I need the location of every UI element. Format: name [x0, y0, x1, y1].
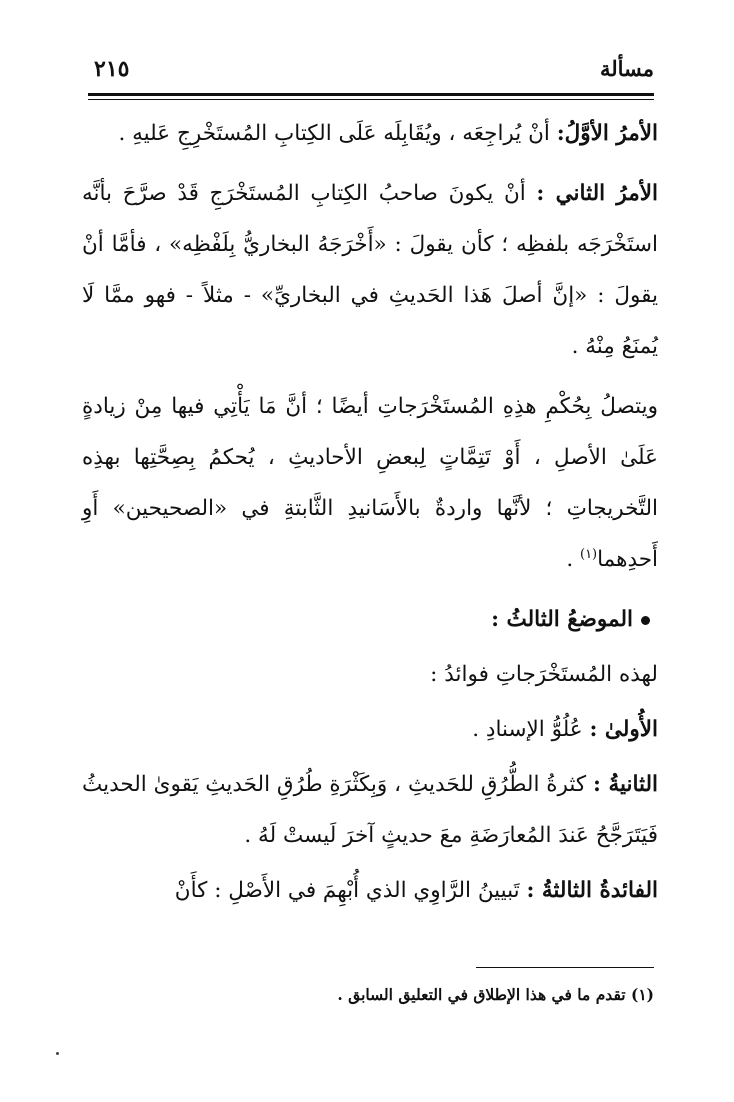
- page-number: ٢١٥: [94, 56, 130, 82]
- benefit-text: تَبيينُ الرَّاوِي الذي أُبْهِمَ في الأَصْلِ : كأَنْ: [174, 878, 527, 903]
- paragraph-body: أنْ يُراجِعَه ، ويُقَابِلَه عَلَى الكِتابِ المُستَخْرِجِ عَليهِ .: [118, 121, 557, 146]
- benefit-item-third: [82, 865, 658, 916]
- paragraph-body: ويتصلُ بِحُكْمِ هذِهِ المُستَخْرَجاتِ أيضًا ؛ أنَّ مَا يَأْتِي فيها مِنْ زيادةٍ عَلَىٰ الأصلِ ، أَوْ تَتِمَّاتٍ لِبعضِ الأحاديثِ ، يُحكمُ بِصِحَّتِها بهذِه التَّخريجاتِ ؛ لأنَّها واردةٌ بالأَسَانيدِ الثَّابتةِ في «الصحيحين» أَوِ أَحدِهما: [82, 394, 658, 572]
- benefit-text: عُلُوُّ الإسنادِ .: [472, 717, 590, 742]
- benefit-item-first: [82, 704, 658, 755]
- bullet-icon: [641, 616, 650, 625]
- header-rule-thick: [88, 93, 654, 96]
- paragraph-mustakhrajat-ruling: [82, 381, 658, 585]
- footnote-reference: (١): [579, 546, 598, 562]
- paragraph-second-matter: [82, 168, 658, 372]
- paragraph-body: أنْ يكونَ صاحبُ الكِتابِ المُستَخْرَجِ قَدْ صرَّحَ بأنَّه استَخْرَجَه بلفظِه ؛ كأن يقولَ : «أَخْرَجَهُ البخاريُّ بِلَفْظِه» ، فأمَّا أنْ يقولَ : «إنَّ أصلَ هَذا الحَديثِ في البخاريِّ» - مثلاً - فهو ممَّا لَا يُمنَعُ مِنْهُ .: [82, 181, 658, 359]
- paragraph-lead: الأمرُ الأوَّلُ:: [556, 121, 658, 146]
- section-heading-text: الموضعُ الثالثُ :: [491, 607, 633, 632]
- benefit-item-second: [82, 759, 658, 861]
- footnote: (١) تقدم ما في هذا الإطلاق في التعليق السابق .: [337, 985, 654, 1004]
- paragraph-tail: .: [566, 547, 580, 572]
- benefit-text: كثرةُ الطُّرُقِ للحَديثِ ، وَبِكَثْرَةِ طُرُقِ الحَديثِ يَقوىٰ الحديثُ فَيَتَرَجَّحُ عَندَ المُعارَضَةِ معَ حديثٍ آخرَ لَيستْ لَهُ .: [82, 772, 658, 848]
- benefits-intro-text: لهذه المُستَخْرَجاتِ فوائدُ :: [430, 662, 658, 687]
- footnote-separator: [476, 967, 654, 968]
- benefit-lead: الثانيةُ :: [593, 772, 659, 797]
- running-title: مسألة: [599, 56, 654, 81]
- scan-speck: [56, 1052, 59, 1055]
- paragraph-lead: الأمرُ الثاني :: [536, 181, 658, 206]
- header-rule-thin: [88, 99, 654, 100]
- section-heading: [82, 594, 658, 645]
- benefit-lead: الفائدةُ الثالثةُ :: [526, 878, 658, 903]
- benefits-intro: [82, 649, 658, 700]
- page-header: [88, 56, 654, 96]
- paragraph-first-matter: [82, 108, 658, 159]
- main-text: [82, 108, 658, 920]
- benefit-lead: الأُولىٰ :: [589, 717, 658, 742]
